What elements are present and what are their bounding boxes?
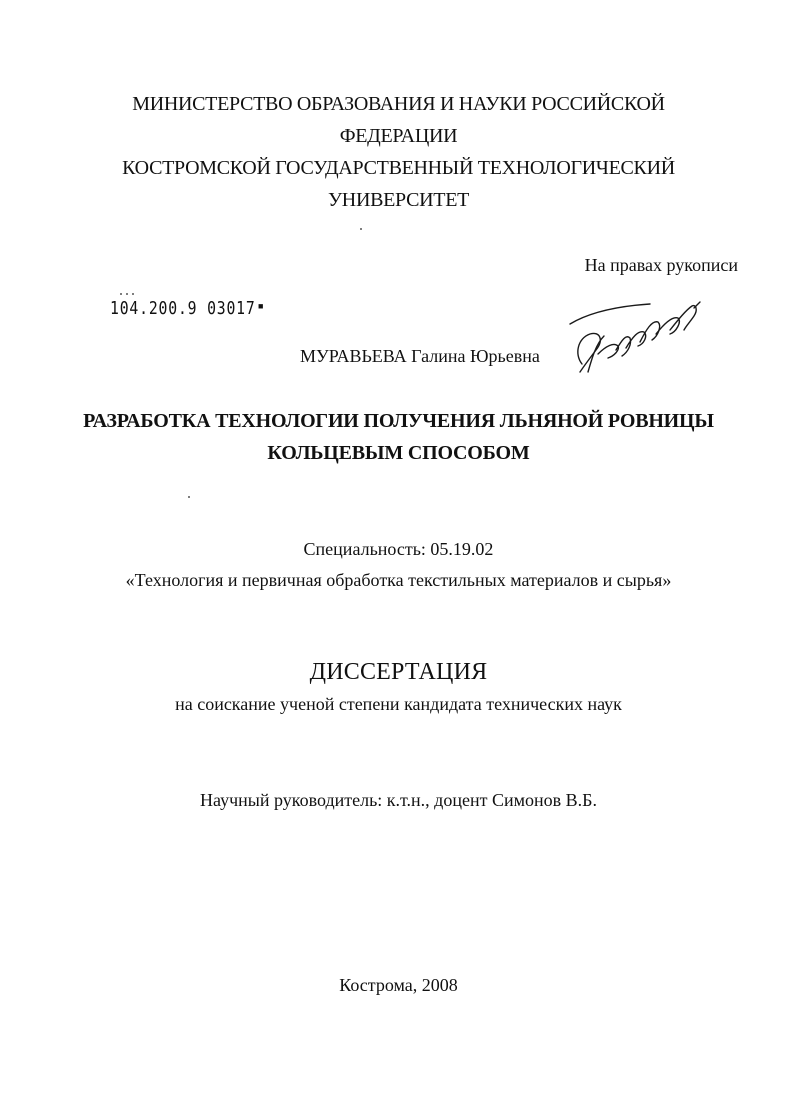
document-type: ДИССЕРТАЦИЯ	[309, 659, 488, 685]
institution-line-4: УНИВЕРСИТЕТ	[327, 189, 470, 211]
asterisk-mark: ■	[258, 301, 264, 311]
specialty-name: «Технология и первичная обработка текстильных материалов и сырья»	[125, 570, 672, 590]
institution-line-3: КОСТРОМСКОЙ ГОСУДАРСТВЕННЫЙ ТЕХНОЛОГИЧЕСКИЙ	[122, 157, 675, 179]
registration-stamp	[110, 298, 288, 319]
scan-speck	[360, 228, 362, 230]
author-name: МУРАВЬЕВА Галина Юрьевна	[300, 346, 540, 366]
thesis-title-line-1: РАЗРАБОТКА ТЕХНОЛОГИИ ПОЛУЧЕНИЯ ЛЬНЯНОЙ РОВНИЦЫ	[83, 410, 714, 432]
manuscript-note: На правах рукописи	[584, 255, 738, 275]
city-year: Кострома, 2008	[339, 975, 458, 995]
scan-speck	[188, 496, 190, 498]
registration-code: 104.200.9 03017	[110, 298, 256, 319]
degree-line: на соискание ученой степени кандидата технических наук	[175, 694, 622, 714]
signature-image	[560, 294, 710, 380]
scan-speck	[120, 293, 122, 295]
institution-line-1: МИНИСТЕРСТВО ОБРАЗОВАНИЯ И НАУКИ РОССИЙСКОЙ	[132, 93, 665, 115]
thesis-title-line-2: КОЛЬЦЕВЫМ СПОСОБОМ	[267, 442, 530, 464]
institution-line-2: ФЕДЕРАЦИИ	[339, 125, 458, 147]
scan-speck	[132, 293, 134, 295]
supervisor-line: Научный руководитель: к.т.н., доцент Симонов В.Б.	[200, 790, 597, 810]
scan-speck	[126, 293, 128, 295]
specialty-code: Специальность: 05.19.02	[303, 539, 494, 559]
